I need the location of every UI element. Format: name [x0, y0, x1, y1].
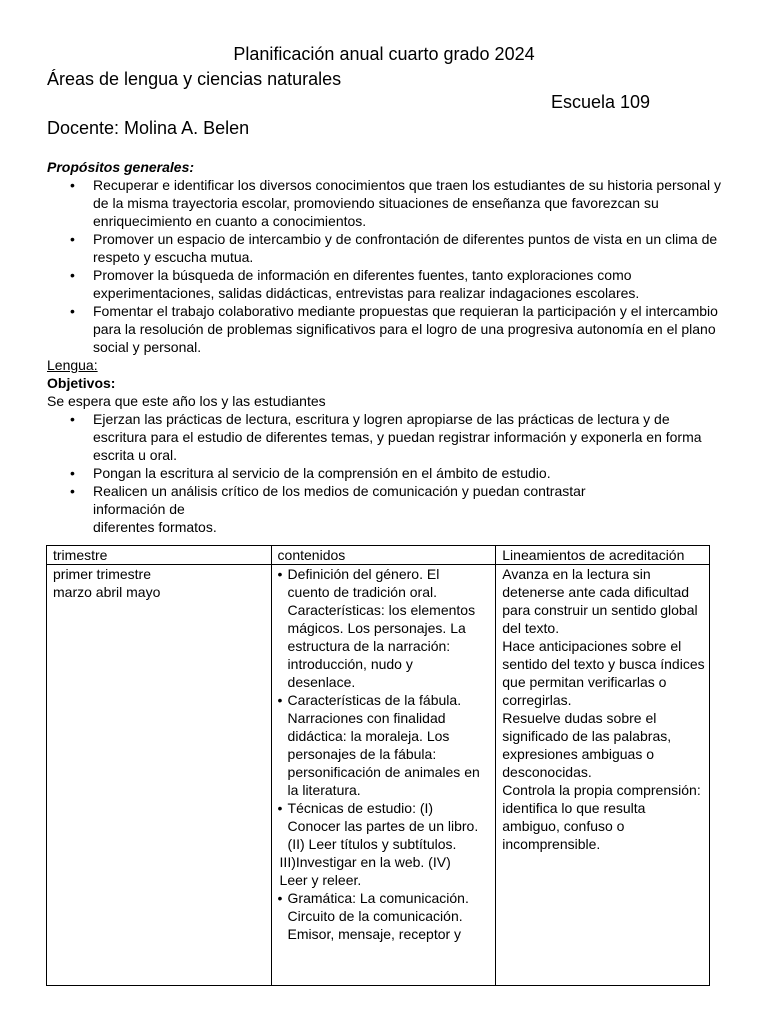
contenido-item: • Características de la fábula. Narraciones con finalidad didáctica: la moraleja. Los personajes de la fábula: personificación de animales en la literatura.: [278, 691, 482, 799]
trimestre-line: marzo abril mayo: [53, 584, 161, 600]
objetivo-item: • Pongan la escritura al servicio de la comprensión en el ámbito de estudio.: [47, 464, 727, 482]
proposito-item: • Recuperar e identificar los diversos conocimientos que traen los estudiantes de su historia personal y de la misma trayectoria escolar, promoviendo situaciones de enseñanza que favorezcan su enriquecimiento en cuanto a conocimientos.: [47, 176, 727, 230]
contenido-item: • Técnicas de estudio: (I) Conocer las partes de un libro. (II) Leer títulos y subtítulos.: [278, 799, 482, 853]
lineamiento-item: Avanza en la lectura sin detenerse ante cada dificultad para construir un sentido global del texto.: [502, 566, 698, 636]
contenidos-list-2: [278, 889, 482, 943]
objetivos-intro: Se espera que este año los y las estudiantes: [47, 393, 326, 409]
lineamiento-item: Controla la propia comprensión: identifica lo que resulta ambiguo, confuso o incomprensible.: [502, 782, 701, 852]
objetivos-list: [47, 410, 727, 518]
cell-contenidos: [271, 565, 496, 986]
contenido-item: • Gramática: La comunicación. Circuito de la comunicación. Emisor, mensaje, receptor y: [278, 889, 482, 943]
proposito-item: • Promover la búsqueda de información en diferentes fuentes, tanto exploraciones como experimentaciones, salidas didácticas, entrevistas para realizar indagaciones escolares.: [47, 266, 727, 302]
propositos-list: [47, 176, 727, 356]
objetivo-continuation: diferentes formatos.: [93, 519, 217, 535]
objetivo-item: • Ejerzan las prácticas de lectura, escritura y logren apropiarse de las prácticas de lectura y de escritura para el estudio de diferentes temas, y puedan registrar información y exponerla en forma escrita u oral.: [47, 410, 727, 464]
header-trimestre: trimestre: [47, 546, 272, 565]
school-name: Escuela 109: [551, 92, 651, 112]
trimestre-line: primer trimestre: [53, 566, 152, 582]
areas-subtitle: Áreas de lengua y ciencias naturales: [47, 69, 342, 89]
cell-lineamientos: [496, 565, 710, 986]
propositos-heading: Propósitos generales:: [47, 159, 195, 175]
teacher-name: Docente: Molina A. Belen: [47, 118, 250, 138]
table-row: [47, 565, 710, 986]
lineamiento-item: Resuelve dudas sobre el significado de las palabras, expresiones ambiguas o desconocidas.: [502, 710, 672, 780]
contenido-item: • Definición del género. El cuento de tradición oral. Características: los elementos mágicos. Los personajes. La estructura de la narración: introducción, nudo y desenlace.: [278, 565, 482, 691]
document-title: Planificación anual cuarto grado 2024: [233, 44, 535, 64]
proposito-item: • Promover un espacio de intercambio y de confrontación de diferentes puntos de vista en un clima de respeto y escucha mutua.: [47, 230, 727, 266]
table-header-row: [47, 546, 710, 565]
header-lineamientos: Lineamientos de acreditación: [496, 546, 710, 565]
contenidos-list: [278, 565, 482, 853]
lineamiento-item: Hace anticipaciones sobre el sentido del texto y busca índices que permitan verificarlas o corregirlas.: [502, 638, 705, 708]
document-body: [47, 158, 727, 536]
objetivos-heading: Objetivos:: [47, 375, 116, 391]
objetivo-item: • Realicen un análisis crítico de los medios de comunicación y puedan contrastar información de: [47, 482, 727, 518]
cell-trimestre: [47, 565, 272, 986]
header-contenidos: contenidos: [271, 546, 496, 565]
lengua-label: Lengua:: [47, 357, 98, 373]
planning-table: [46, 545, 710, 986]
contenido-extra: III)Investigar en la web. (IV) Leer y releer.: [279, 854, 451, 888]
proposito-item: • Fomentar el trabajo colaborativo mediante propuestas que requieran la participación y el intercambio para la resolución de problemas significativos para el logro de una progresiva autonomía en el plano social y personal.: [47, 302, 727, 356]
